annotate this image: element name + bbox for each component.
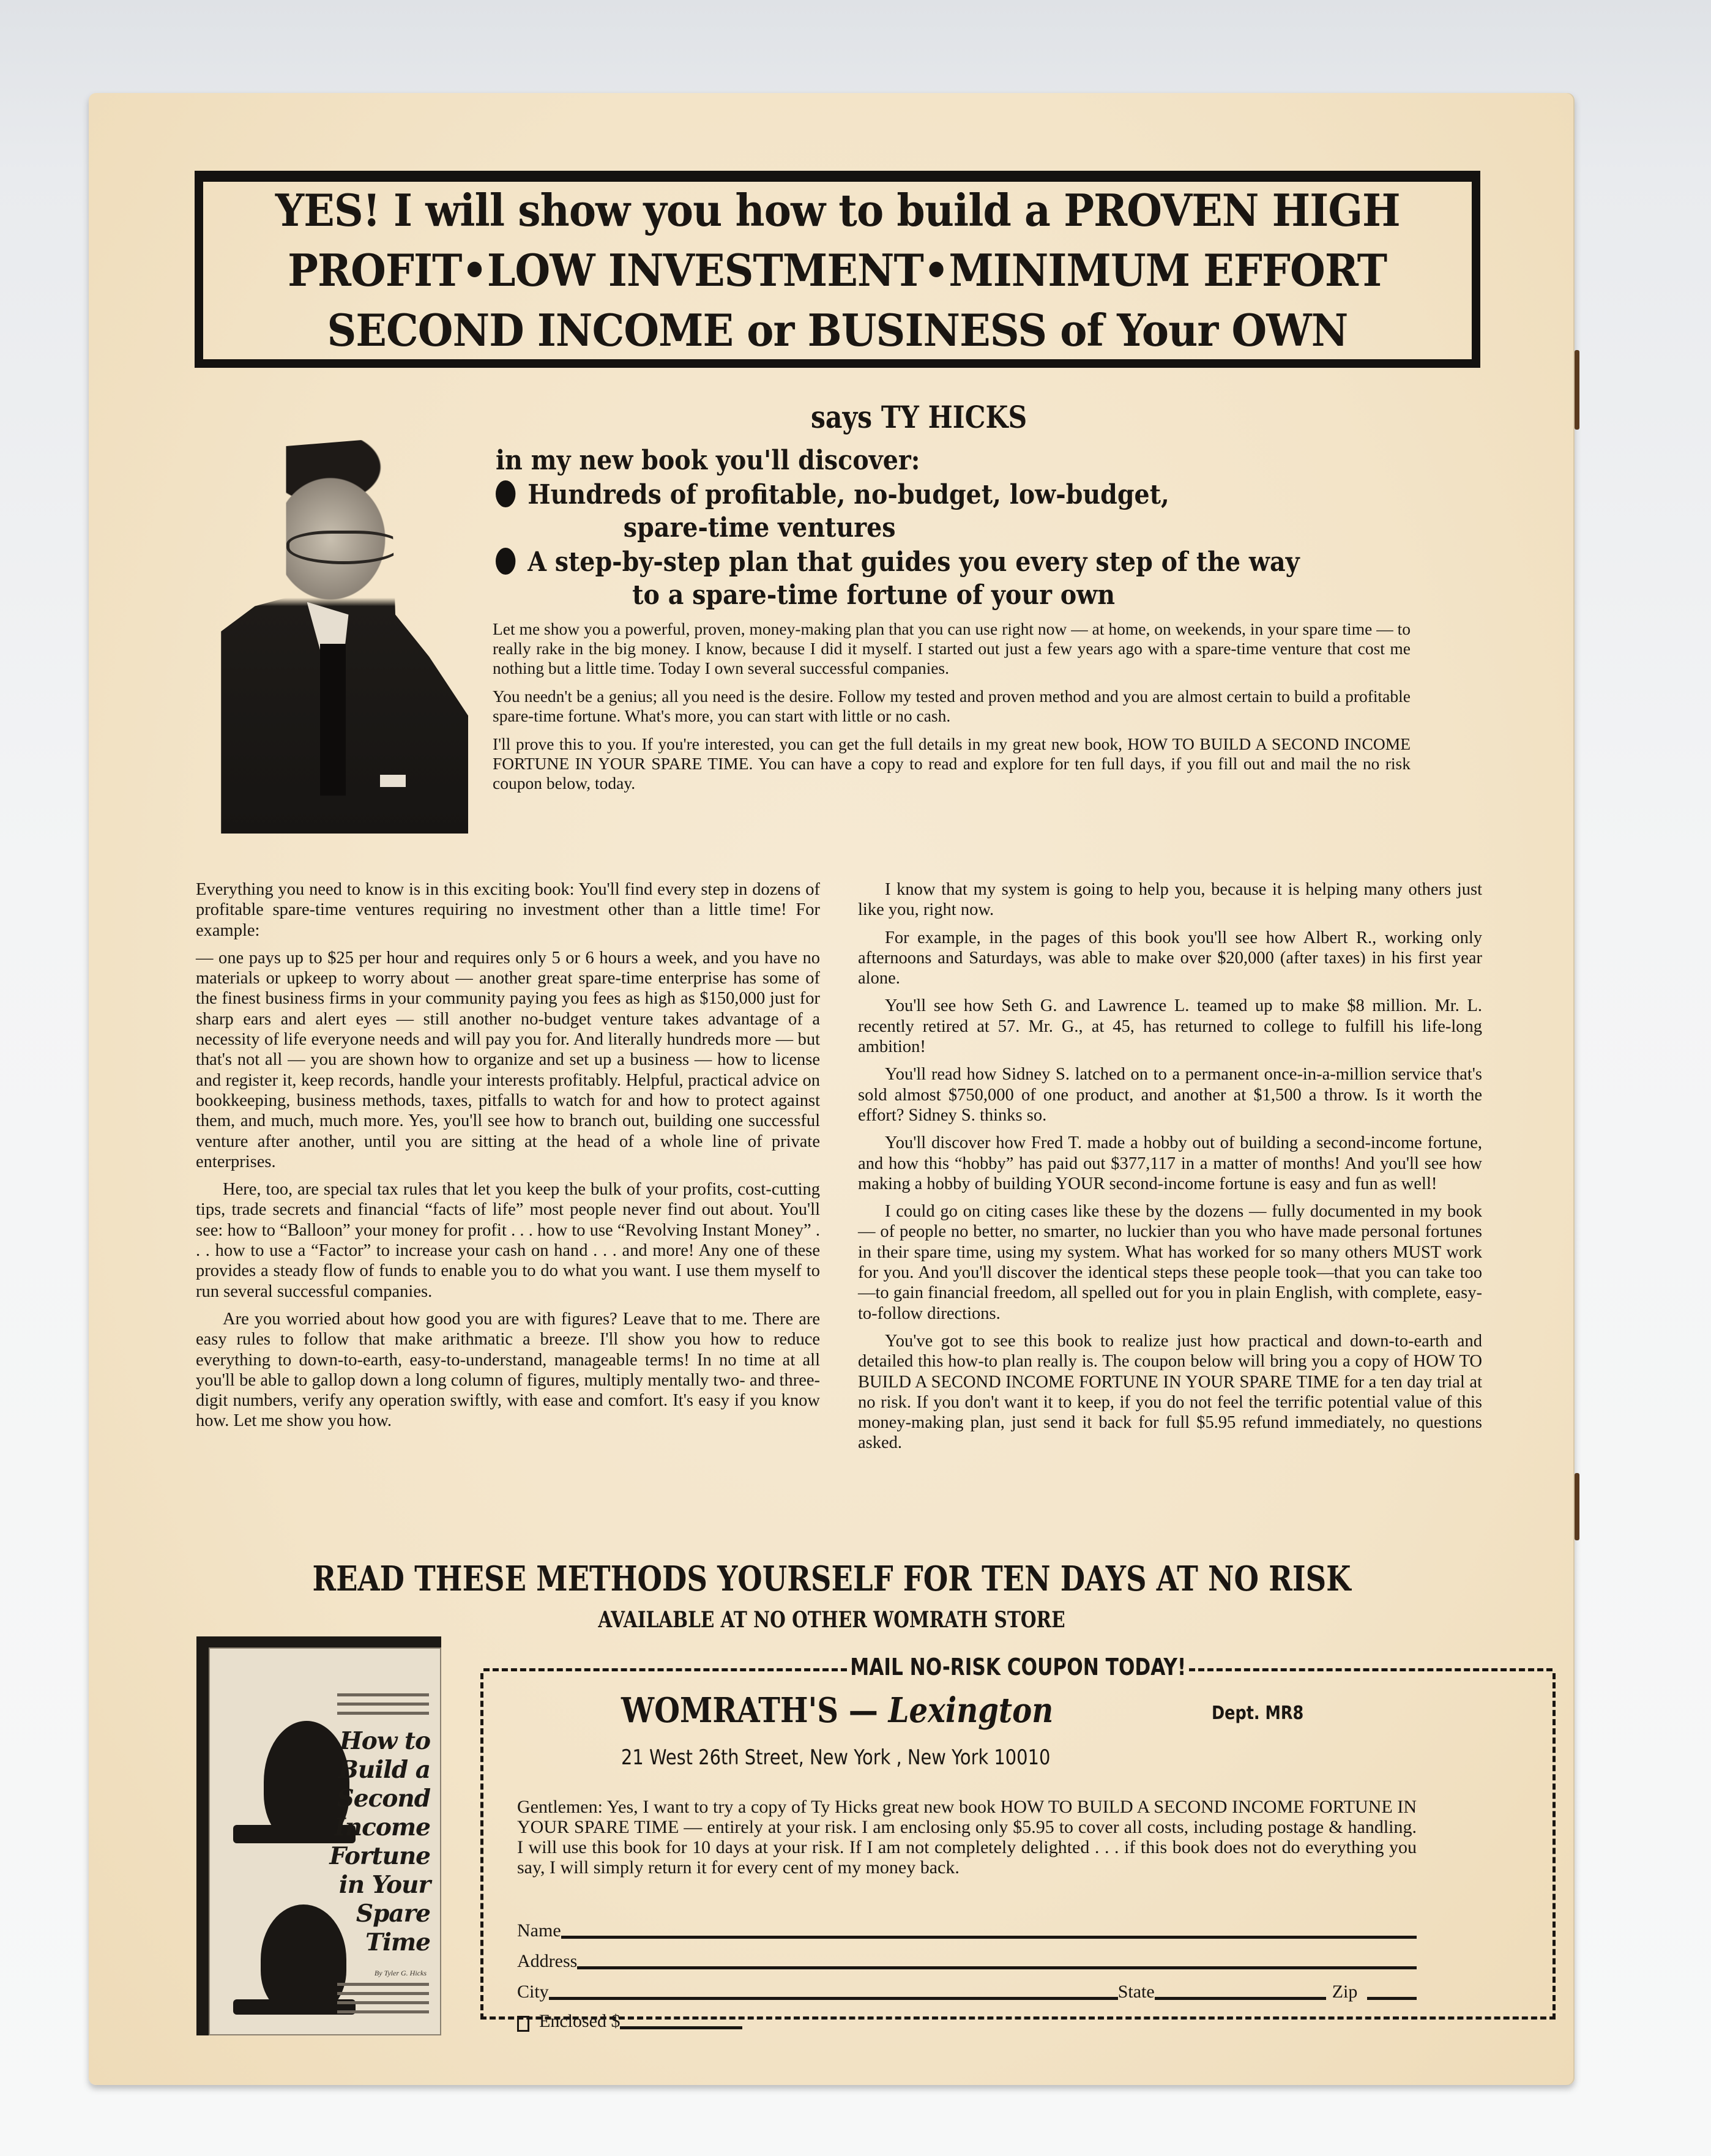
city-label: City <box>517 1982 549 2002</box>
store-location: Lexington <box>888 1690 1054 1731</box>
headline-box <box>195 171 1480 368</box>
binding-staple <box>1575 1473 1579 1540</box>
book-blurb-line <box>337 1992 429 1995</box>
body-paragraph: Here, too, are special tax rules that let you keep the bulk of your profits, cost-cutting tips, trade secrets and financial “facts of life” most people never find out about. You'll see: how to “Balloon” your money for profit . . . how to use “Revolving Instant Money” . . . how to use a “Factor” to increase your cash on hand . . . and more! Any one of these provides a steady flow of funds to enable you to do what you want. I use them myself to run several successful companies. <box>196 1180 820 1301</box>
dept-code: Dept. MR8 <box>1212 1703 1304 1724</box>
address-label: Address <box>517 1951 578 1971</box>
photo-tie <box>320 644 346 796</box>
intro-paragraph: Let me show you a powerful, proven, money-making plan that you can use right now — at home, on weekends, in your spare time — to really rake in the big money. I know, because I did it myself. I started out just a few years ago with a spare-time venture that cost me nothing but a little time. Today I own several successful companies. <box>493 619 1411 677</box>
name-field[interactable] <box>517 1920 1417 1941</box>
name-input-line[interactable] <box>561 1936 1417 1939</box>
bullet-text: Hundreds of profitable, no-budget, low-budget, <box>527 479 1169 510</box>
body-column-right <box>858 879 1482 1461</box>
body-paragraph: Everything you need to know is in this exciting book: You'll find every step in dozens of profitable spare-time ventures requiring no investment other than a little time! For example: <box>196 880 820 940</box>
coupon-header-text: MAIL NO-RISK COUPON TODAY! <box>847 1654 1189 1680</box>
coupon-body: Gentlemen: Yes, I want to try a copy of Ty Hicks great new book HOW TO BUILD A SECOND INCOME FORTUNE IN YOUR SPARE TIME — entirely at your risk. I am enclosing only $5.95 to cover all costs, including postage & handling. I will use this book for 10 days at your risk. If I am not completely delighted . . . if this book does not do everything you say, I will simply return it for every cent of my money back. <box>517 1797 1417 1878</box>
city-input-line[interactable] <box>549 1997 1118 2000</box>
cta-headline: READ THESE METHODS YOURSELF FOR TEN DAYS AT NO RISK <box>312 1559 1351 1599</box>
book-blurb-line <box>337 1712 429 1715</box>
body-paragraph: — one pays up to $25 per hour and requires only 5 or 6 hours a week, and you have no materials or upkeep to worry about — another great spare-time enterprise has some of the finest business firms in your community paying you fees as high as $150,000 just for sharp ears and alert eyes — still another no-budget venture takes advantage of a necessity of life everyone needs and will pay you for. And literally hundreds more — but that's not all — you are shown how to organize and set up a business — how to license and register it, keep records, handle your interests profitably. Helpful, practical advice on bookkeeping, business methods, taxes, pitfalls to watch for and how to protect against them, and much, much more. Yes, you'll see how to branch out, building one successful venture after another, until you are sitting at the head of a whole line of private enterprises. <box>196 948 820 1171</box>
order-coupon <box>480 1654 1556 2031</box>
binding-staple <box>1575 350 1579 430</box>
store-name <box>621 1690 1053 1731</box>
intro-text <box>493 619 1411 802</box>
store-address: 21 West 26th Street, New York , New York 10010 <box>621 1745 1051 1770</box>
book-title-line: Spare <box>356 1900 430 1928</box>
book-blurb-line <box>337 2010 429 2013</box>
coupon-header <box>483 1654 1553 1680</box>
bullet-text: A step-by-step plan that guides you every step of the way <box>527 546 1300 578</box>
body-paragraph: You'll see how Seth G. and Lawrence L. teamed up to make $8 million. Mr. L. recently retired at 57. Mr. G., at 45, has returned to college to fulfill his life-long ambition! <box>858 996 1482 1057</box>
book-blurb-line <box>337 1693 429 1696</box>
state-label: State <box>1117 1982 1155 2002</box>
book-cover-author: By Tyler G. Hicks <box>374 1969 427 1977</box>
bullet-dot-icon <box>496 548 515 575</box>
book-title-line: Income <box>334 1813 430 1841</box>
magazine-back-cover <box>89 93 1575 2085</box>
bullet-item <box>496 546 1300 612</box>
book-blurb-line <box>337 2001 429 2004</box>
city-state-zip-row <box>517 1982 1417 2002</box>
book-cover-image <box>196 1636 441 2035</box>
headline-line: YES! I will show you how to build a PROVEN HIGH <box>275 184 1400 236</box>
book-blurb-line <box>337 1703 429 1706</box>
address-input-line[interactable] <box>577 1966 1417 1969</box>
intro-paragraph: You needn't be a genius; all you need is the desire. Follow my tested and proven method and you are almost certain to build a profitable spare-time fortune. What's more, you can start with little or no cash. <box>493 687 1411 725</box>
book-blurb-line <box>337 1983 429 1986</box>
photo-pocket-square <box>380 775 406 788</box>
author-photo <box>208 412 468 834</box>
bullet-text-continued: spare-time ventures <box>623 512 896 543</box>
body-paragraph: You'll discover how Fred T. made a hobby out of building a second-income fortune, and how this “hobby” has paid out $377,117 in a matter of months! And you'll see how making a hobby of building YOUR second-income fortune is easy and fun as well! <box>858 1133 1482 1193</box>
intro-paragraph: I'll prove this to you. If you're interested, you can get the full details in my great new book, HOW TO BUILD A SECOND INCOME FORTUNE IN YOUR SPARE TIME. You can have a copy to read and explore for ten full days, if you fill out and mail the no risk coupon below, today. <box>493 734 1411 793</box>
zip-input-line[interactable] <box>1367 1997 1417 2000</box>
state-input-line[interactable] <box>1155 1997 1326 2000</box>
enclosed-amount-line[interactable] <box>620 2026 742 2029</box>
body-paragraph: Are you worried about how good you are with figures? Leave that to me. There are easy rules to follow that make arithmatic a breeze. I'll show you how to reduce everything to down-to-earth, easy-to-understand, manageable terms! In no time at all you'll be able to gallop down a long column of figures, multiply mentally two- and three-digit numbers, verify any operation swiftly, with ease and comfort. It's easy if you know how. Let me show you how. <box>196 1309 820 1431</box>
store-name-text: WOMRATH'S <box>621 1690 838 1731</box>
byline: says TY HICKS <box>811 399 1027 435</box>
book-title-line: Time <box>365 1928 430 1956</box>
discover-intro: in my new book you'll discover: <box>496 445 920 476</box>
headline-line: SECOND INCOME or BUSINESS of Your OWN <box>327 304 1348 356</box>
address-field[interactable] <box>517 1951 1417 1972</box>
store-separator: — <box>838 1690 889 1731</box>
bullet-text-continued: to a spare-time fortune of your own <box>632 580 1116 611</box>
book-title-line: Fortune <box>329 1842 430 1870</box>
book-title-line: in Your <box>338 1871 430 1899</box>
book-cover-title <box>329 1727 430 1957</box>
cta-subheadline: AVAILABLE AT NO OTHER WOMRATH STORE <box>598 1607 1065 1633</box>
enclosed-label: Enclosed $ <box>539 2011 621 2031</box>
headline-line: PROFIT•LOW INVESTMENT•MINIMUM EFFORT <box>288 244 1387 296</box>
book-title-line: Second <box>337 1785 430 1813</box>
body-paragraph: You'll read how Sidney S. latched on to a permanent once-in-a-million service that's sold almost $750,000 of one product, and another at $1,500 a throw. Is it worth the effort? Sidney S. thinks so. <box>858 1065 1482 1125</box>
body-paragraph: I know that my system is going to help you, because it is helping many others just like you, right now. <box>858 880 1482 920</box>
enclosed-field[interactable] <box>517 2011 742 2032</box>
body-paragraph: I could go on citing cases like these by the dozens — fully documented in my book — of people no better, no smarter, no luckier than you who have made personal fortunes in their spare time, using my system. What has worked for so many others MUST work for you. And you'll discover the identical steps these people took—that you can take too—to gain financial freedom, all spelled out for you in plain English, with complete, easy-to-follow directions. <box>858 1202 1482 1323</box>
bullet-item <box>496 479 1169 545</box>
photo-glasses <box>286 531 401 564</box>
enclosed-checkbox[interactable] <box>517 2016 529 2032</box>
body-paragraph: For example, in the pages of this book you'll see how Albert R., working only afternoons and Saturdays, was able to make over $20,000 (after taxes) in his first year alone. <box>858 928 1482 988</box>
bullet-dot-icon <box>496 480 515 507</box>
body-column-left <box>196 879 820 1439</box>
zip-label: Zip <box>1332 1982 1358 2002</box>
name-label: Name <box>517 1920 561 1941</box>
book-title-line: How to <box>339 1727 430 1755</box>
body-paragraph: You've got to see this book to realize just how practical and down-to-earth and detailed this how-to plan really is. The coupon below will bring you a copy of HOW TO BUILD A SECOND INCOME FORTUNE IN YOUR SPARE TIME for a ten day trial at no risk. If you don't want it to keep, if you do not feel the terrific potential value of this money-making plan, just send it back for full $5.95 refund immediately, no questions asked. <box>858 1331 1482 1453</box>
book-title-line: Build a <box>338 1756 430 1784</box>
